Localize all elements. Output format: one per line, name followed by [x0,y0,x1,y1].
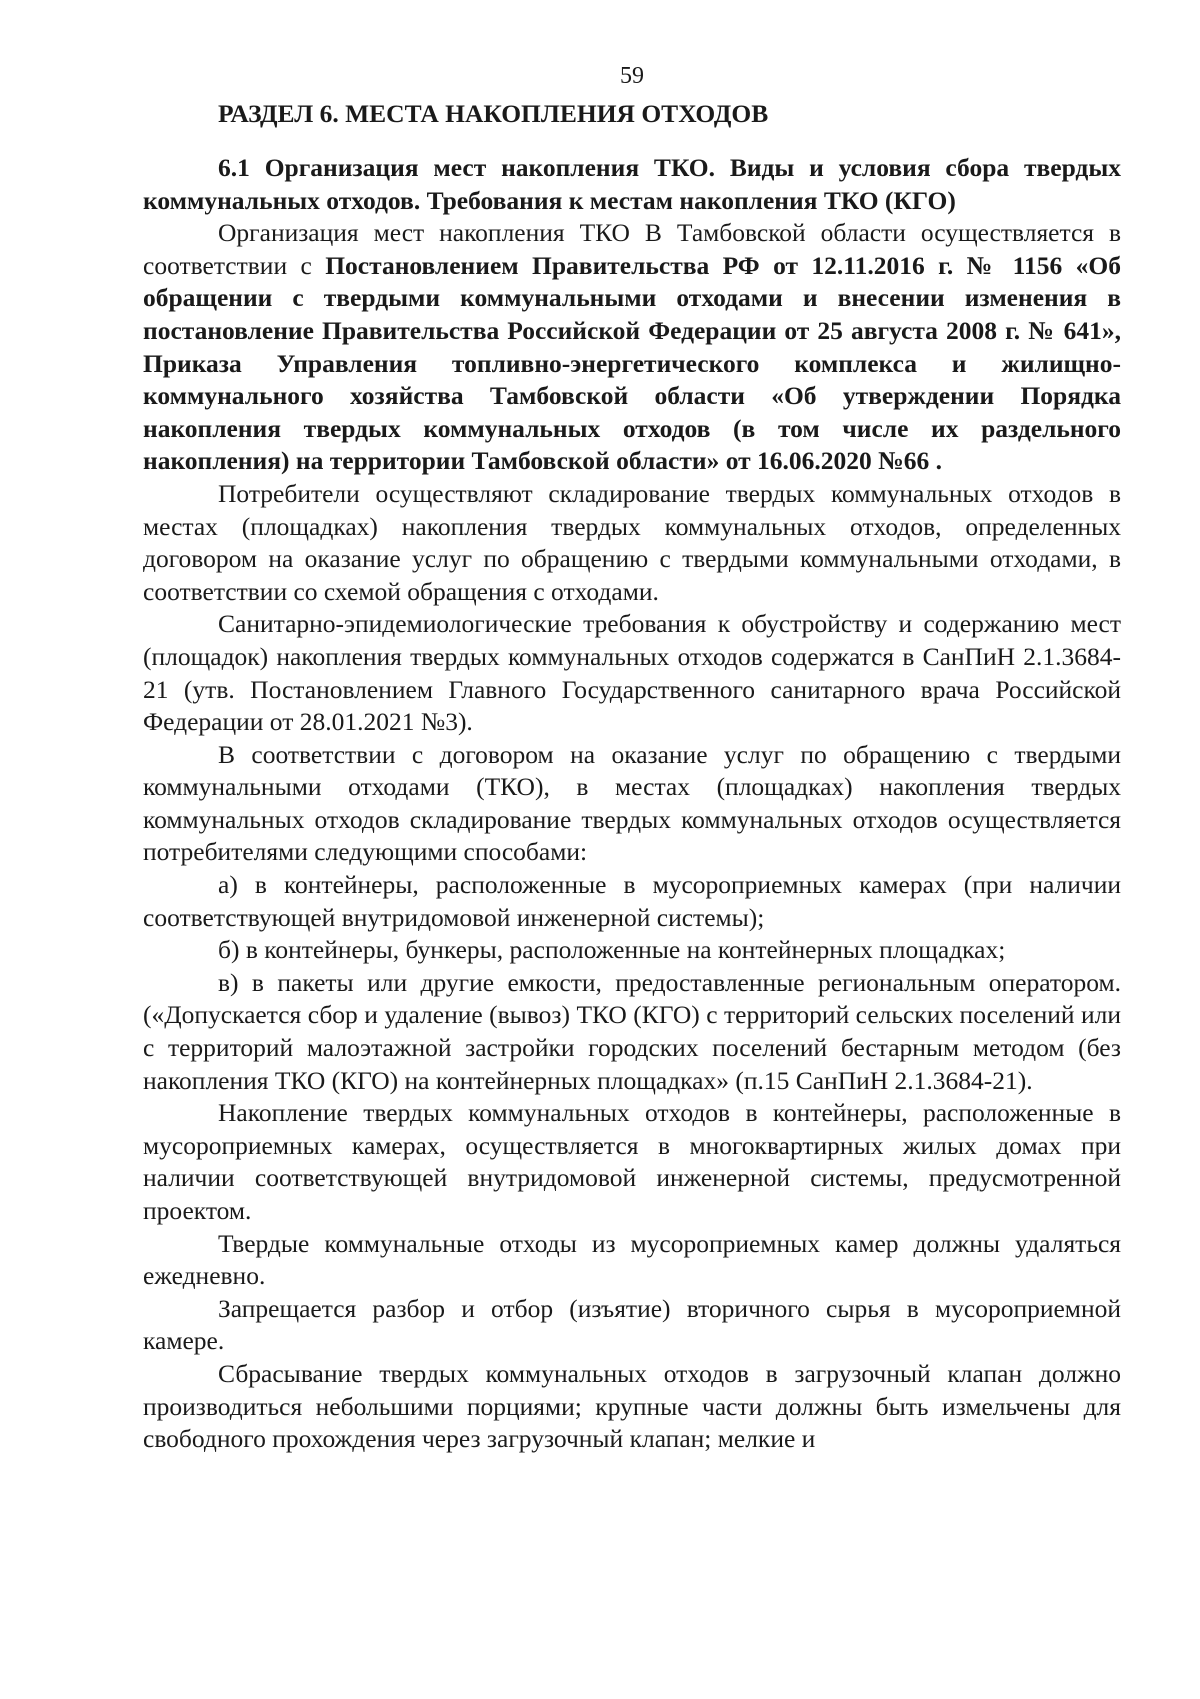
paragraph-organization [143,217,1121,478]
document-page [143,60,1121,1456]
paragraph-prohibition: Запрещается разбор и отбор (изъятие) вторичного сырья в мусороприемной камере. [143,1293,1121,1356]
paragraph-organization-lead: Организация мест накопления ТКО В Тамбовской области осуществляется в соответствии с [143,218,1121,280]
subsection-title: 6.1 Организация мест накопления ТКО. Виды и условия сбора твердых коммунальных отходов. Требования к местам накопления ТКО (КГО) [143,153,1121,215]
paragraph-consumers: Потребители осуществляют складирование твердых коммунальных отходов в местах (площадках) накопления твердых коммунальных отходов, определенных договором на оказание услуг по обращению с твердыми коммунальными отходами, в соответствии со схемой обращения с отходами. [143,478,1121,606]
list-item-c: в) в пакеты или другие емкости, предоставленные региональным оператором. («Допускается сбор и удаление (вывоз) ТКО (КГО) с территорий сельских поселений или с территорий малоэтажной застройки городских поселений бестарным методом (без накопления ТКО (КГО) на контейнерных площадках» (п.15 СанПиН 2.1.3684-21). [143,967,1121,1095]
paragraph-chute-disposal: Сбрасывание твердых коммунальных отходов в загрузочный клапан должно производиться небольшими порциями; крупные части должны быть измельчены для свободного прохождения через загрузочный клапан; мелкие и [143,1358,1121,1454]
paragraph-daily-removal: Твердые коммунальные отходы из мусороприемных камер должны удаляться ежедневно. [143,1228,1121,1291]
paragraph-chute-accumulation: Накопление твердых коммунальных отходов в контейнеры, расположенные в мусороприемных камерах, осуществляется в многоквартирных жилых домах при наличии соответствующей внутридомовой инженерной системы, предусмотренной проектом. [143,1098,1121,1225]
list-item-a: а) в контейнеры, расположенные в мусороприемных камерах (при наличии соответствующей внутридомовой инженерной системы); [143,870,1121,932]
paragraph-sanitary-requirements: Санитарно-эпидемиологические требования к обустройству и содержанию мест (площадок) накопления твердых коммунальных отходов содержатся в СанПиН 2.1.3684-21 (утв. Постановлением Главного Государственного санитарного врача Российской Федерации от 28.01.2021 №3). [143,609,1121,737]
list-item-b: б) в контейнеры, бункеры, расположенные на контейнерных площадках; [218,935,1006,965]
paragraph-methods-intro: В соответствии с договором на оказание услуг по обращению с твердыми коммунальными отходами (ТКО), в местах (площадках) накопления твердых коммунальных отходов складирование твердых коммунальных отходов осуществляется потребителями следующими способами: [143,739,1121,867]
page-number: 59 [620,63,644,89]
paragraph-organization-legal-refs: Постановлением Правительства РФ от 12.11.2016 г. № 1156 «Об обращении с твердыми коммунальными отходами и внесении изменения в постановление Правительства Российской Федерации от 25 августа 2008 г. № 641», Приказа Управления топливно-энергетического комплекса и жилищно-коммунального хозяйства Тамбовской области «Об утверждении Порядка накопления твердых коммунальных отходов (в том числе их раздельного накопления) на территории Тамбовской области» от 16.06.2020 №66 . [143,250,1121,476]
section-title: РАЗДЕЛ 6. МЕСТА НАКОПЛЕНИЯ ОТХОДОВ [218,99,769,128]
